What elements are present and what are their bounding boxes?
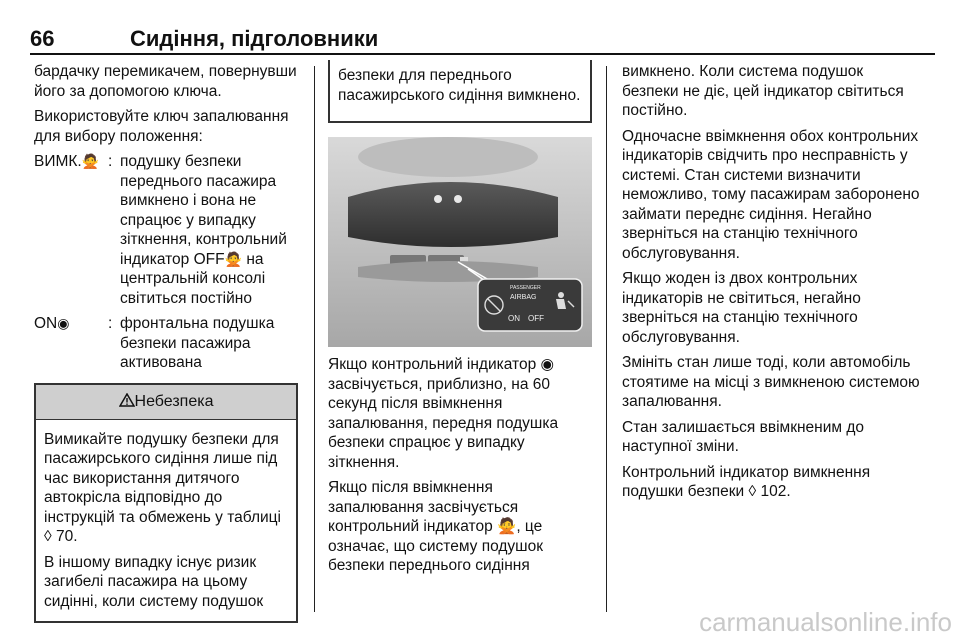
paragraph: Змініть стан лише тоді, коли автомобіль стоятиме на місці з вимкненою системою запалювання. [622,354,920,410]
overhead-console-illustration [328,137,592,347]
paragraph: Якщо контрольний індикатор ◉ засвічується, приблизно, на 60 секунд після ввімкнення запалювання, передня подушка безпеки спрацює у випадку зіткнення. [328,356,559,471]
paragraph: вимкнено. Коли система подушок безпеки не діє, цей індикатор світиться постійно. [622,63,904,119]
page-header [30,26,935,52]
watermark: carmanualsonline.info [699,607,952,637]
column-2 [328,62,592,582]
paragraph: Одночасне ввімкнення обох контрольних індикаторів свідчить про несправність у системі. Стан системи визначити неможливо, тому пасажирам заборонено займати переднє сидіння. Негайно зверніться на станцію технічного обслуговування. [622,127,920,262]
paragraph: В іншому випадку існує ризик загибелі пасажира на цьому сидінні, коли систему подушок [44,553,264,610]
panel-label-line1: PASSENGER [510,285,541,291]
paragraph: бардачку перемикачем, повернувши його за допомогою ключа. [34,63,297,100]
paragraph: Якщо після ввімкнення запалювання засвічується контрольний індикатор 🙅, це означає, що систему подушок безпеки переднього сидіння [328,479,544,574]
airbag-off-icon: 🙅 [81,153,100,169]
term-off [34,152,99,172]
column-divider [314,66,315,612]
indicator-photo [328,137,592,347]
paragraph: Стан залишається ввімкненим до наступної зміни. [622,418,864,455]
danger-header [36,385,296,420]
danger-box [34,383,298,624]
paragraph: Контрольний індикатор вимкнення подушки безпеки ◊ 102. [622,463,871,500]
colon: : [108,315,113,332]
column-divider [606,66,607,612]
definition-text [120,152,300,308]
paragraph: безпеки для переднього пасажирського сидіння вимкнено. [338,67,581,104]
airbag-on-icon: ◉ [57,315,70,331]
term-on [34,314,69,334]
term-label: ON [34,315,58,332]
panel-on-label: ON [508,314,520,323]
danger-body [36,420,296,622]
airbag-off-icon: 🙅 [224,250,243,267]
term-label: ВИМК. [34,153,82,170]
danger-box-continued [328,60,592,123]
header-rule [30,53,935,55]
panel-off-label: OFF [528,314,544,323]
column-3 [622,62,922,508]
warning-triangle-icon [119,393,135,407]
colon: : [108,153,113,170]
column-1 [34,62,300,623]
paragraph: Вимикайте подушку безпеки для пасажирського сидіння лише під час використання дитячого автокрісла відповідно до інструкцій та обмежень у таблиці ◊ 70. [44,430,281,545]
definition-text: фронтальна подушка безпеки пасажира активована [120,315,275,371]
definition-on [34,314,300,373]
page-title: Сидіння, підголовники [130,26,379,51]
panel-label-line2: AIRBAG [510,294,537,301]
desc-part: подушку безпеки переднього пасажира вимкнено і вона не спрацює у випадку зіткнення, контрольний індикатор OFF [120,153,287,268]
paragraph: Використовуйте ключ запалювання для вибору положення: [34,108,289,145]
paragraph: Якщо жоден із двох контрольних індикаторів не світиться, негайно зверніться на станцію технічного обслуговування. [622,270,861,346]
desc-part: на центральній консолі світиться постійно [120,250,266,307]
page-number: 66 [30,26,55,51]
danger-title: Небезпека [134,392,214,410]
definition-off [34,152,300,308]
